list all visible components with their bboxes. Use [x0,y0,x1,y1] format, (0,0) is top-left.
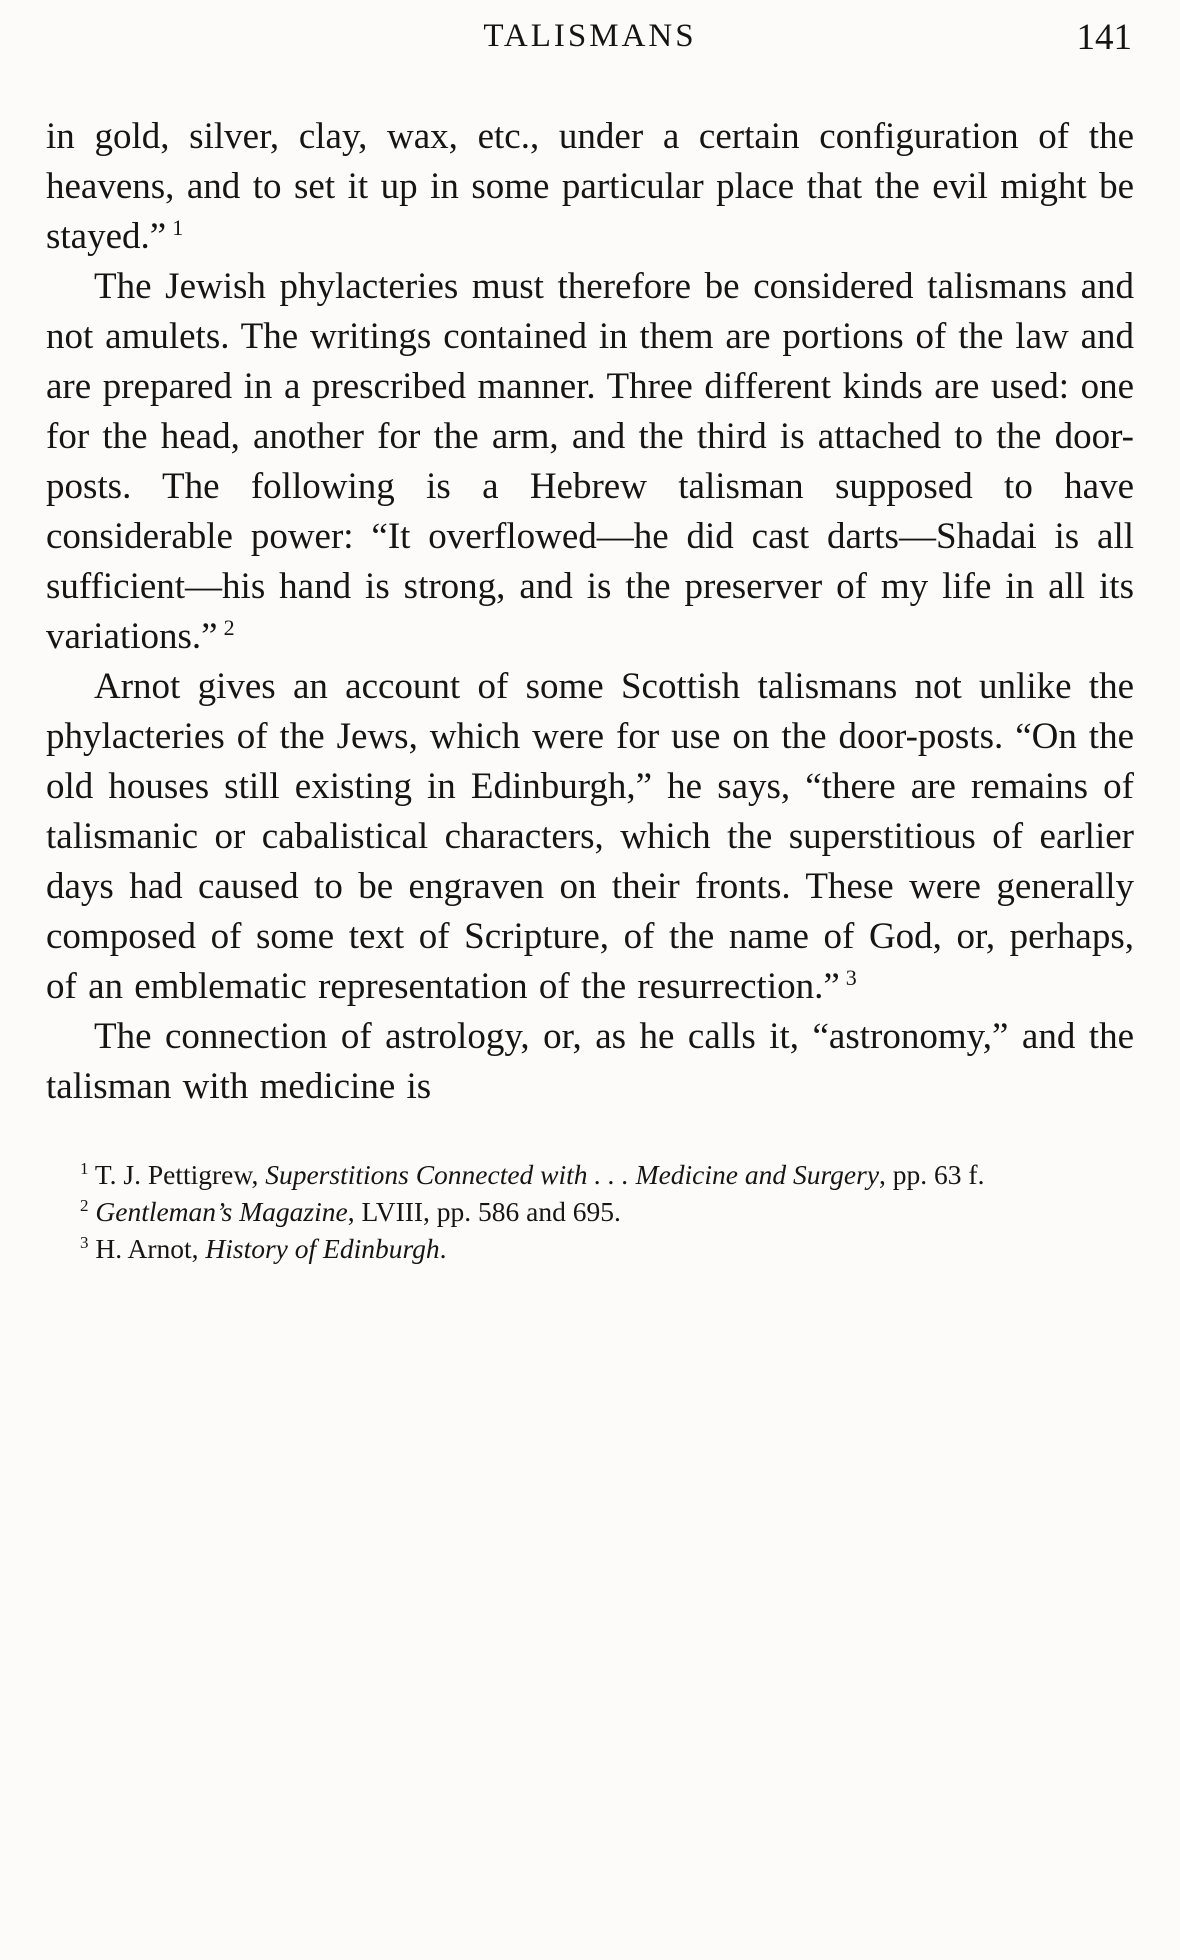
footnote-ref-2: 2 [223,614,235,640]
running-title: TALISMANS [483,18,697,54]
paragraph-3-text: Arnot gives an account of some Scottish talismans not unlike the phylacteries of the Jews, which were for use on the door-posts. “On the old houses still existing in Edinburgh,” he says, “there are remains of talismanic or cabalistical characters, which the superstitious of earlier days had caused to be engraven on their fronts. These were generally composed of some text of Scripture, of the name of God, or, perhaps, of an emblematic representation of the resurrection.” [46,666,1134,1007]
footnote-1 [46,1156,1134,1193]
footnote-1-marker: 1 [80,1158,89,1178]
footnote-3-post: . [439,1233,447,1264]
body-text [46,112,1134,1112]
page-number: 141 [1076,17,1132,58]
footnote-3-pre: H. Arnot, [88,1233,206,1264]
paragraph-1 [46,112,1134,262]
footnote-2 [46,1193,1134,1230]
footnote-3-title: History of Edinburgh [205,1233,440,1264]
paragraph-2 [46,262,1134,662]
footnotes-section [46,1156,1134,1297]
footnote-1-pre: T. J. Pettigrew, [88,1159,266,1190]
paragraph-4-text: The connection of astrology, or, as he calls it, “astronomy,” and the talisman with medicine is [46,1016,1134,1107]
footnote-ref-3: 3 [845,964,857,990]
paragraph-4 [46,1012,1134,1112]
page-header [46,16,1134,70]
footnote-3-marker: 3 [80,1232,89,1252]
footnote-2-title: Gentleman’s Magazine [95,1196,348,1227]
footnote-2-post: , LVIII, pp. 586 and 695. [347,1196,621,1227]
footnote-3 [46,1230,1134,1267]
footnote-2-marker: 2 [80,1195,89,1215]
footnote-ref-1: 1 [172,214,184,240]
paragraph-1-text: in gold, silver, clay, wax, etc., under a certain configuration of the heavens, and to set it up in some particular place that the evil might be stayed.” [46,116,1134,257]
paragraph-2-text: The Jewish phylacteries must therefore be considered talismans and not amulets. The writings contained in them are portions of the law and are prepared in a prescribed manner. Three different kinds are used: one for the head, another for the arm, and the third is attached to the door-posts. The following is a Hebrew talisman supposed to have considerable power: “It overflowed—he did cast darts—Shadai is all sufficient—his hand is strong, and is the preserver of my life in all its variations.” [46,266,1134,657]
paragraph-3 [46,662,1134,1012]
footnote-1-post: , pp. 63 f. [879,1159,985,1190]
footnote-1-title: Superstitions Connected with . . . Medicine and Surgery [265,1159,880,1190]
